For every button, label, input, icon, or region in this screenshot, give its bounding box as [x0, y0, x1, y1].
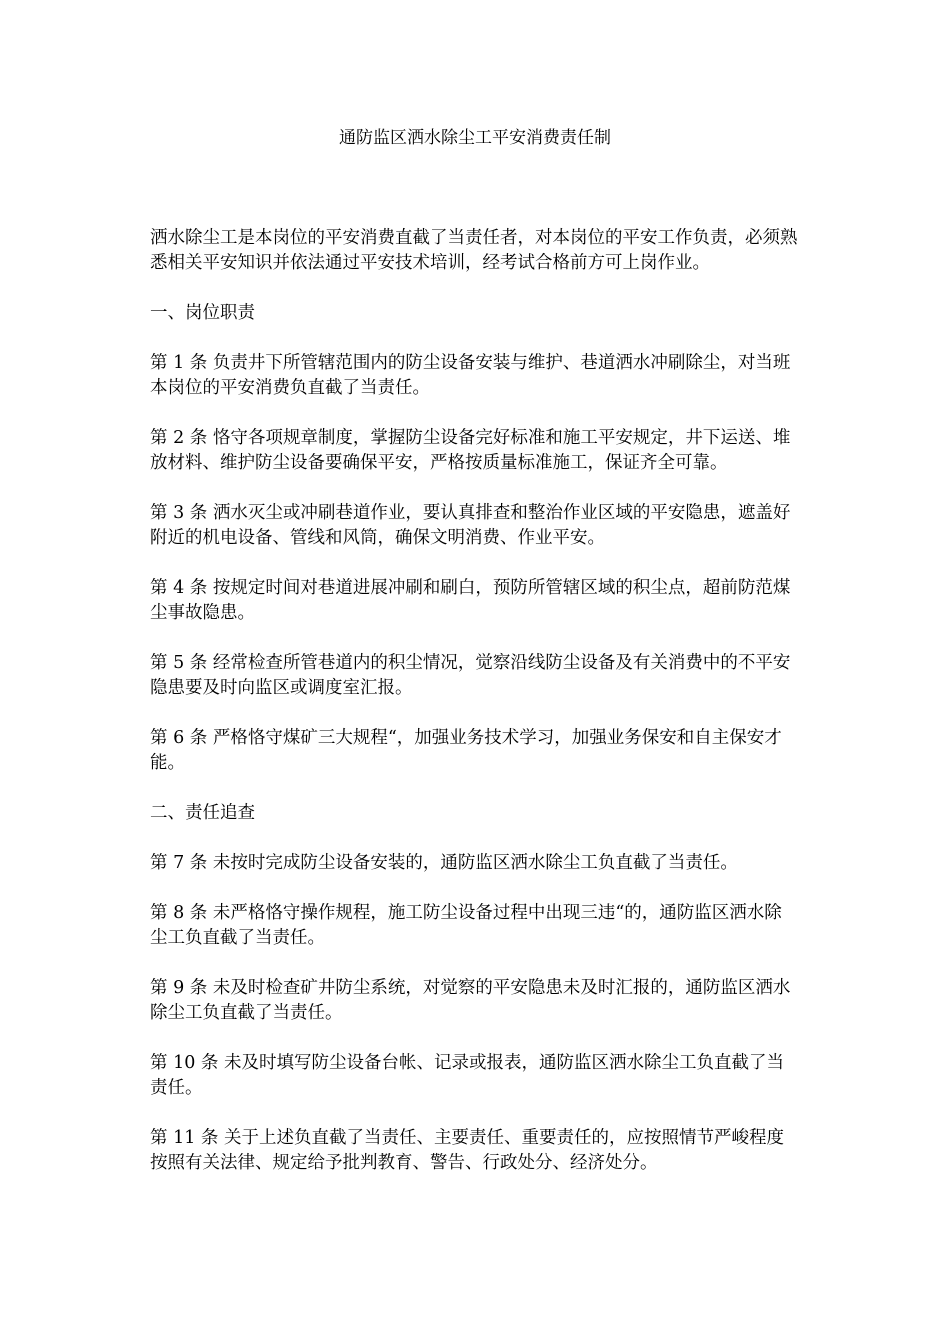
article-11: 第 11 条 关于上述负直截了当责任、主要责任、重要责任的，应按照情节严峻程度按照有关法律、规定给予批判教育、警告、行政处分、经济处分。	[150, 1128, 784, 1173]
article-7: 第 7 条 未按时完成防尘设备安装的，通防监区洒水除尘工负直截了当责任。	[150, 853, 738, 873]
article-10: 第 10 条 未及时填写防尘设备台帐、记录或报表，通防监区洒水除尘工负直截了当责任。	[150, 1053, 784, 1098]
document-body	[150, 226, 798, 1201]
article-3: 第 3 条 洒水灭尘或冲刷巷道作业，要认真排查和整治作业区域的平安隐患，遮盖好附近的机电设备、管线和风筒，确保文明消费、作业平安。	[150, 503, 791, 548]
article-2: 第 2 条 恪守各项规章制度，掌握防尘设备完好标准和施工平安规定，井下运送、堆放材料、维护防尘设备要确保平安，严格按质量标准施工，保证齐全可靠。	[150, 428, 791, 473]
article-8: 第 8 条 未严格恪守操作规程，施工防尘设备过程中出现三违“的，通防监区洒水除尘工负直截了当责任。	[150, 903, 782, 948]
article-5: 第 5 条 经常检查所管巷道内的积尘情况，觉察沿线防尘设备及有关消费中的不平安隐患要及时向监区或调度室汇报。	[150, 653, 791, 698]
article-9: 第 9 条 未及时检查矿井防尘系统，对觉察的平安隐患未及时汇报的，通防监区洒水除尘工负直截了当责任。	[150, 978, 791, 1023]
section-heading-duties: 一、岗位职责	[150, 303, 255, 323]
intro-paragraph: 洒水除尘工是本岗位的平安消费直截了当责任者，对本岗位的平安工作负责，必须熟悉相关平安知识并依法通过平安技术培训，经考试合格前方可上岗作业。	[150, 228, 798, 273]
document-title: 通防监区洒水除尘工平安消费责任制	[339, 128, 611, 148]
article-1: 第 1 条 负责井下所管辖范围内的防尘设备安装与维护、巷道洒水冲刷除尘，对当班本岗位的平安消费负直截了当责任。	[150, 353, 791, 398]
article-6: 第 6 条 严格恪守煤矿三大规程“，加强业务技术学习，加强业务保安和自主保安才能。	[150, 728, 782, 773]
section-heading-accountability: 二、责任追查	[150, 803, 255, 823]
article-4: 第 4 条 按规定时间对巷道进展冲刷和刷白，预防所管辖区域的积尘点，超前防范煤尘事故隐患。	[150, 578, 791, 623]
